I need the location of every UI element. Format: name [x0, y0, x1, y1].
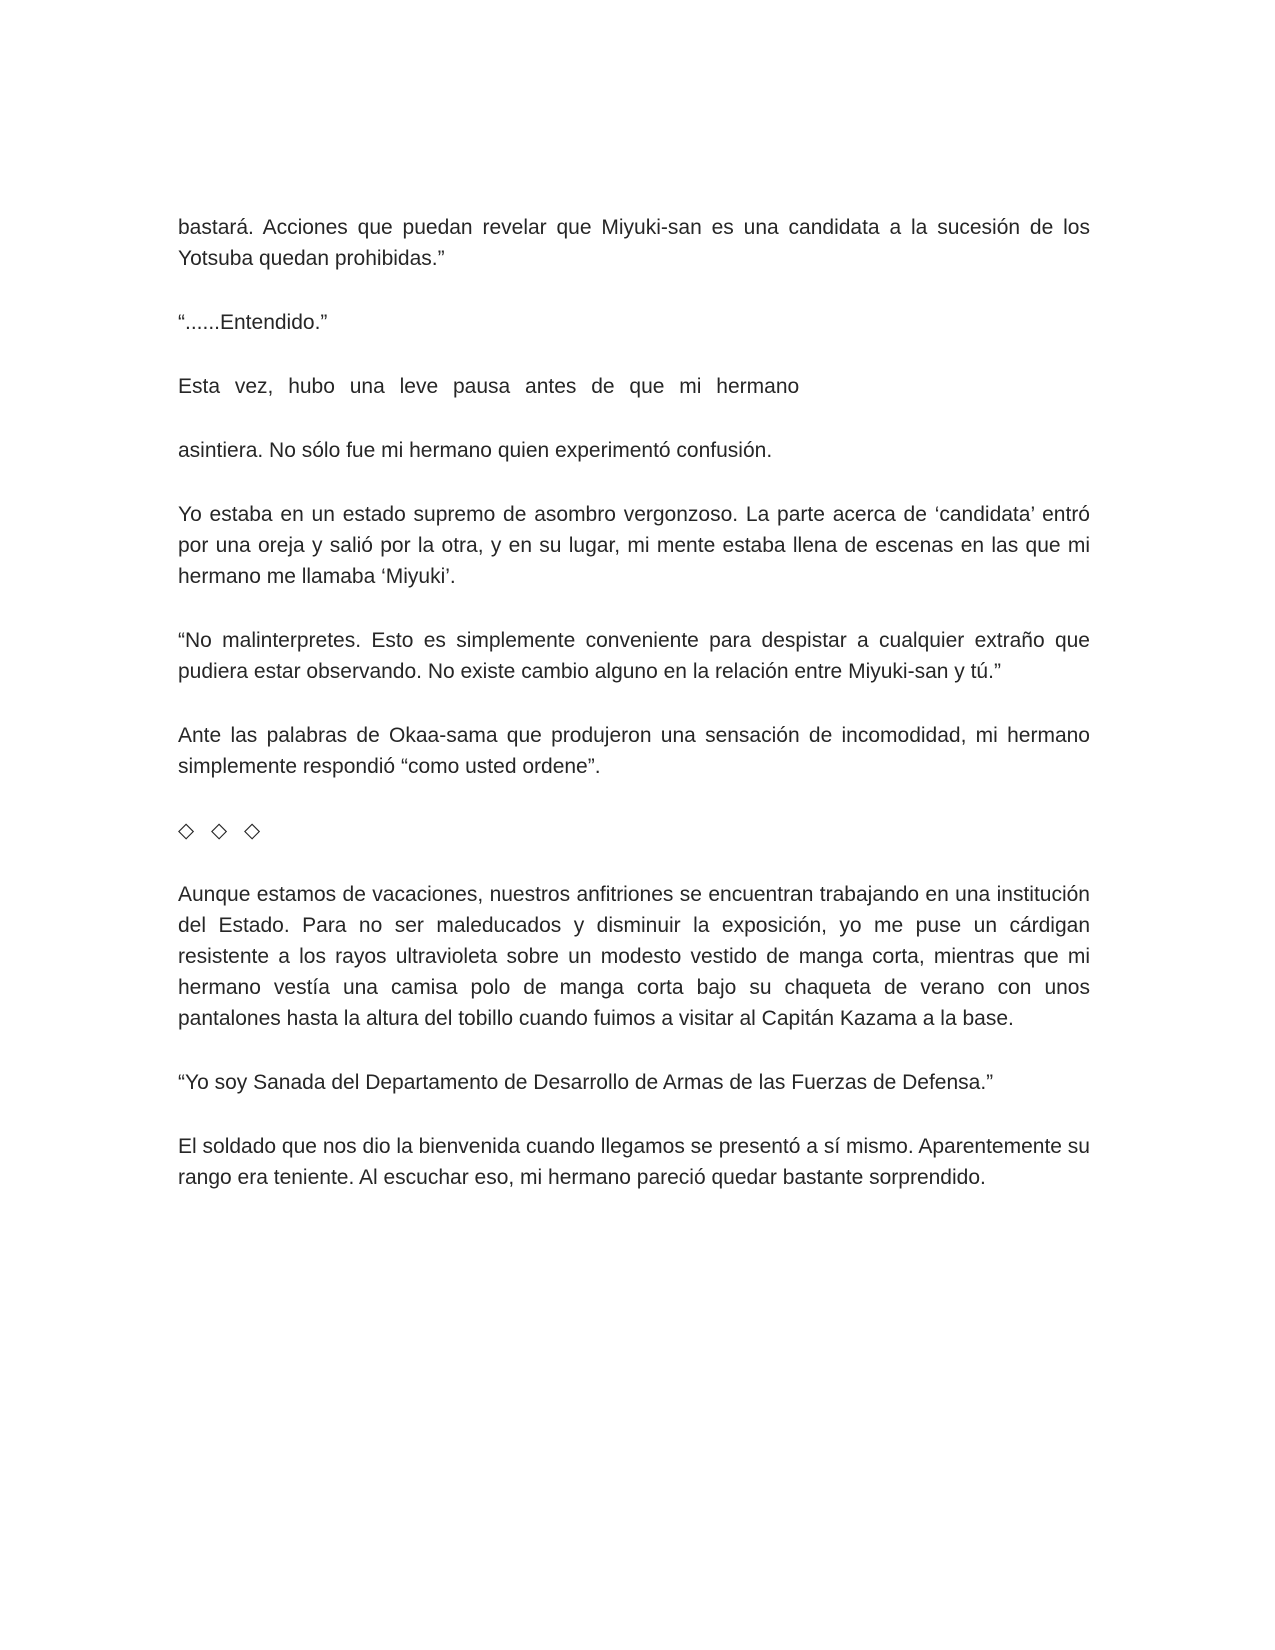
paragraph: asintiera. No sólo fue mi hermano quien experimentó confusión. [178, 439, 773, 462]
text-block [178, 212, 1090, 1226]
paragraph: “No malinterpretes. Esto es simplemente conveniente para despistar a cualquier extraño que pudiera estar observando. No existe cambio alguno en la relación entre Miyuki-san y tú.” [178, 629, 1090, 683]
paragraph: “Yo soy Sanada del Departamento de Desarrollo de Armas de las Fuerzas de Defensa.” [178, 1071, 994, 1094]
paragraph: El soldado que nos dio la bienvenida cuando llegamos se presentó a sí mismo. Aparentemente su rango era teniente. Al escuchar eso, mi hermano pareció quedar bastante sorprendido. [178, 1135, 1090, 1189]
paragraph: “......Entendido.” [178, 311, 328, 334]
paragraph: Esta vez, hubo una leve pausa antes de que mi hermano [178, 375, 800, 398]
paragraph: bastará. Acciones que puedan revelar que Miyuki-san es una candidata a la sucesión de los Yotsuba quedan prohibidas.” [178, 216, 1090, 270]
scene-separator: ◇ ◇ ◇ [178, 819, 261, 842]
paragraph: Aunque estamos de vacaciones, nuestros anfitriones se encuentran trabajando en una institución del Estado. Para no ser maleducados y disminuir la exposición, yo me puse un cárdigan resistente a los rayos ultravioleta sobre un modesto vestido de manga corta, mientras que mi hermano vestía una camisa polo de manga corta bajo su chaqueta de verano con unos pantalones hasta la altura del tobillo cuando fuimos a visitar al Capitán Kazama a la base. [178, 883, 1090, 1030]
paragraph: Yo estaba en un estado supremo de asombro vergonzoso. La parte acerca de ‘candidata’ entró por una oreja y salió por la otra, y en su lugar, mi mente estaba llena de escenas en las que mi hermano me llamaba ‘Miyuki’. [178, 503, 1090, 588]
paragraph: Ante las palabras de Okaa-sama que produjeron una sensación de incomodidad, mi hermano simplemente respondió “como usted ordene”. [178, 724, 1090, 778]
